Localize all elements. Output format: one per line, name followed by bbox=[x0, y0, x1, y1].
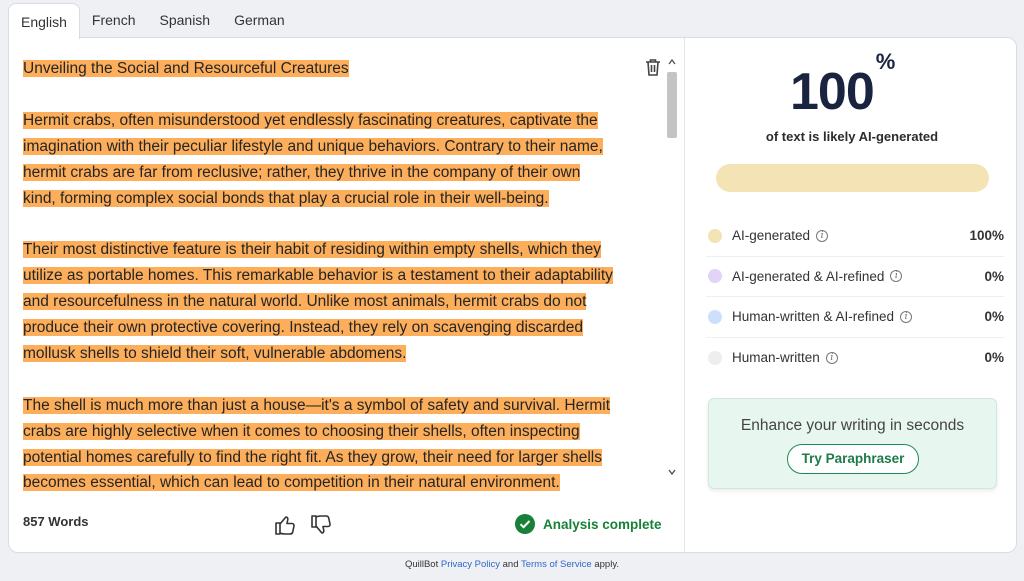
language-tabs bbox=[8, 0, 297, 38]
detector-card bbox=[8, 37, 1017, 553]
highlighted-line: crabs are highly selective when it comes to choosing their shells, often inspecting bbox=[23, 422, 580, 440]
editor-scrollbar[interactable] bbox=[665, 54, 679, 478]
highlighted-line: and resourcefulness in the natural world. Unlike most animals, hermit crabs do not bbox=[23, 293, 587, 311]
legend-row bbox=[706, 338, 1004, 379]
legend-dot bbox=[708, 269, 722, 283]
scroll-up-icon[interactable] bbox=[668, 58, 676, 66]
highlighted-line: produce their own protective covering. Instead, they rely on scavenging discarded bbox=[23, 319, 584, 337]
highlighted-line: Their most distinctive feature is their habit of residing within empty shells, which they bbox=[23, 241, 602, 259]
result-subtitle: of text is likely AI-generated bbox=[765, 129, 939, 144]
legend-dot bbox=[708, 229, 722, 243]
text-heading bbox=[23, 56, 663, 82]
legend-row bbox=[706, 216, 1004, 257]
legend-dot bbox=[708, 351, 722, 365]
legend-row bbox=[706, 297, 1004, 338]
ai-percentage bbox=[790, 48, 896, 122]
tab-french[interactable]: French bbox=[91, 12, 136, 28]
analysis-status bbox=[515, 514, 662, 534]
text-paragraph bbox=[23, 393, 663, 497]
legal-brand: QuillBot bbox=[404, 559, 439, 570]
legend-dot bbox=[708, 310, 722, 324]
info-icon[interactable]: i bbox=[826, 352, 838, 364]
scroll-down-icon[interactable] bbox=[668, 468, 676, 476]
highlighted-line: utilize as portable homes. This remarkable behavior is a testament to their adaptability bbox=[23, 267, 613, 285]
paraphraser-promo bbox=[708, 398, 997, 489]
legend-value: 0% bbox=[984, 309, 1004, 325]
results-panel bbox=[686, 38, 1018, 552]
legal-notice bbox=[0, 559, 1024, 570]
text-paragraph bbox=[23, 108, 663, 212]
info-icon[interactable]: i bbox=[900, 311, 912, 323]
trash-icon[interactable] bbox=[645, 58, 661, 76]
highlighted-line: The shell is much more than just a house—it's a symbol of safety and survival. Hermit bbox=[23, 396, 611, 414]
highlighted-line: potential homes carefully to find the right fit. As they grow, their need for larger shells bbox=[23, 448, 602, 466]
scrollbar-thumb[interactable] bbox=[667, 72, 677, 138]
highlighted-line: mollusk shells to shield their soft, vulnerable abdomens. bbox=[23, 344, 407, 362]
highlighted-line: becomes essential, which can lead to competition in their natural environment. bbox=[23, 474, 560, 492]
percent-sign: % bbox=[875, 48, 896, 74]
tab-spanish[interactable]: Spanish bbox=[159, 12, 211, 28]
percent-value: 100 bbox=[790, 63, 874, 121]
text-editor[interactable] bbox=[23, 56, 663, 492]
legal-and: and bbox=[502, 559, 519, 570]
highlighted-line: Unveiling the Social and Resourceful Creatures bbox=[23, 60, 349, 77]
thumbs-up-icon[interactable] bbox=[274, 514, 296, 536]
ai-score-bar bbox=[716, 164, 989, 192]
try-paraphraser-button[interactable]: Try Paraphraser bbox=[787, 444, 919, 474]
legend-label: AI-generated & AI-refined bbox=[732, 268, 885, 284]
tab-german[interactable]: German bbox=[234, 12, 285, 28]
legend-value: 0% bbox=[984, 350, 1004, 366]
check-circle-icon bbox=[515, 514, 535, 534]
highlighted-line: hermit crabs are far from reclusive; rather, they thrive in the company of their own bbox=[23, 163, 581, 181]
legal-suffix: apply. bbox=[594, 559, 620, 570]
terms-of-service-link[interactable]: Terms of Service bbox=[520, 559, 592, 570]
legend-label: AI-generated bbox=[732, 228, 811, 244]
tab-english[interactable]: English bbox=[8, 3, 80, 39]
info-icon[interactable]: i bbox=[816, 230, 828, 242]
input-panel bbox=[9, 38, 685, 552]
text-paragraph bbox=[23, 237, 663, 367]
legend-label: Human-written & AI-refined bbox=[732, 309, 895, 325]
status-text: Analysis complete bbox=[543, 516, 662, 532]
highlighted-line: kind, forming complex social bonds that play a crucial role in their well-being. bbox=[23, 189, 549, 207]
legend-label: Human-written bbox=[732, 350, 820, 366]
legend-row bbox=[706, 257, 1004, 298]
legend-value: 0% bbox=[984, 268, 1004, 284]
highlighted-line: imagination with their peculiar lifestyle and unique behaviors. Contrary to their name, bbox=[23, 137, 603, 155]
legend-value: 100% bbox=[969, 228, 1004, 244]
thumbs-down-icon[interactable] bbox=[310, 514, 332, 536]
promo-title: Enhance your writing in seconds bbox=[740, 417, 965, 434]
result-legend bbox=[706, 216, 1004, 378]
privacy-policy-link[interactable]: Privacy Policy bbox=[440, 559, 500, 570]
word-count: 857 Words bbox=[23, 514, 89, 529]
info-icon[interactable]: i bbox=[890, 270, 902, 282]
highlighted-line: Hermit crabs, often misunderstood yet endlessly fascinating creatures, captivate the bbox=[23, 111, 598, 129]
